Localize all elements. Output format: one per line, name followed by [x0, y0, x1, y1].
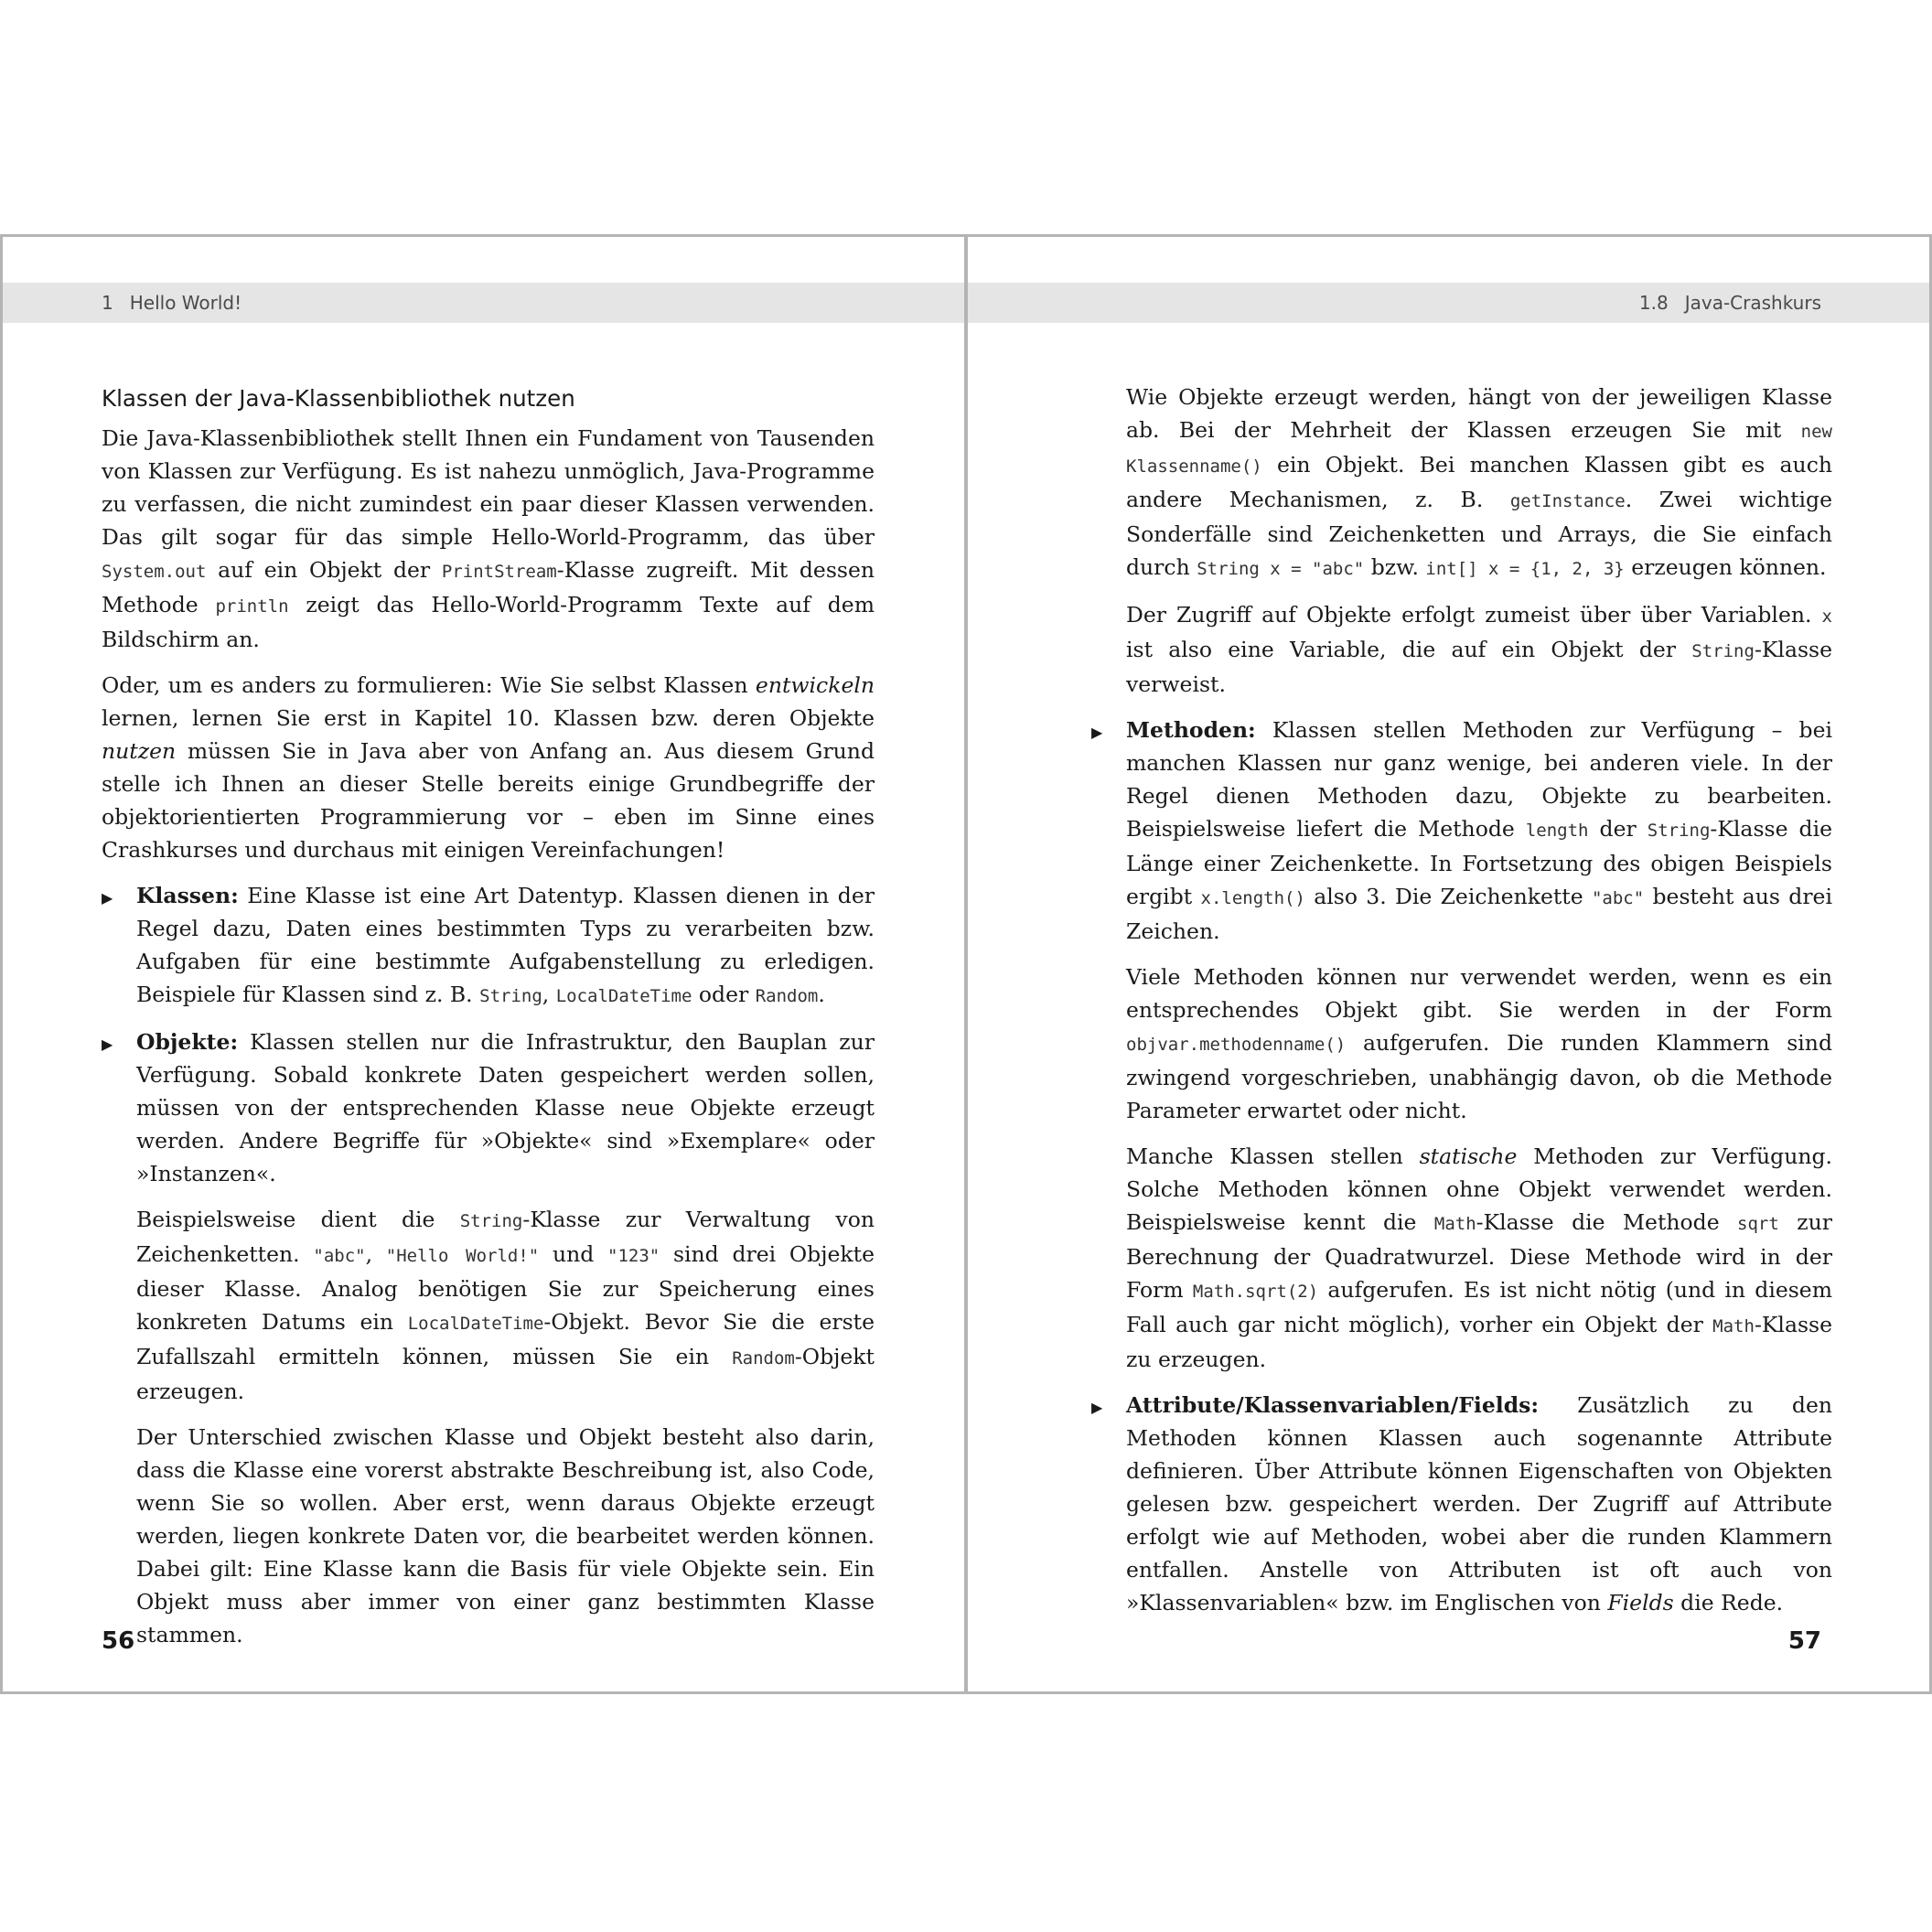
- bullet-item-attribute: [1091, 1389, 1832, 1619]
- term: Attribute/Klassenvariablen/Fields:: [1126, 1392, 1540, 1418]
- inline-code: PrintStream: [441, 562, 557, 582]
- book-spread: [0, 234, 1932, 1698]
- section-heading: Klassen der Java-Klassenbibliothek nutzen: [102, 385, 575, 412]
- bullet-item-klassen: [102, 879, 875, 1013]
- bullet-icon: ▶: [1091, 1399, 1103, 1416]
- bullet-text: Attribute/Klassenvariablen/Fields: Zusätzlich zu den Methoden können Klassen auch sogenannte Attribute definieren. Über Attribute können Eigenschaften von Objekten gelesen bzw. gespeichert werden. Der Zugriff auf Attribute erfolgt wie auf Methoden, wobei aber die runden Klammern entfallen. Anstelle von Attributen ist oft auch von »Klassenvariablen« bzw. im Englischen von Fields die Rede.: [1126, 1392, 1832, 1615]
- section-number: 1.8: [1638, 292, 1669, 314]
- page-body-right: [1091, 381, 1832, 1632]
- inline-code: String: [479, 986, 542, 1006]
- page-number: 56: [102, 1627, 135, 1655]
- inline-code: "Hello World!": [385, 1246, 540, 1266]
- bullet-text: Klassen: Eine Klasse ist eine Art Datentyp. Klassen dienen in der Regel dazu, Daten eines bestimmten Typs zu verarbeiten bzw. Aufgaben für eine bestimmte Aufgabenstellung zu erledigen. Beispiele für Klassen sind z. B. String, LocalDateTime oder Random.: [136, 883, 875, 1007]
- running-header-text: [1639, 283, 1821, 323]
- inline-code: Math.sqrt(2): [1192, 1282, 1319, 1302]
- page-body: [102, 383, 875, 1664]
- inline-code: Random: [732, 1348, 795, 1368]
- bullet-subparagraph: Wie Objekte erzeugt werden, hängt von der jeweiligen Klasse ab. Bei der Mehrheit der Klassen erzeugen Sie mit new Klassenname() ein Objekt. Bei manchen Klassen gibt es auch andere Mechanismen, z. B. getInstance. Zwei wichtige Sonderfälle sind Zeichenketten und Arrays, die Sie einfach durch String x = "abc" bzw. int[] x = {1, 2, 3} erzeugen können.: [1126, 384, 1832, 580]
- running-header: [968, 283, 1929, 323]
- chapter-number: 1: [102, 292, 113, 314]
- inline-code: int[] x = {1, 2, 3}: [1425, 559, 1625, 579]
- emphasis: entwickeln: [755, 672, 875, 698]
- inline-code: "abc": [313, 1246, 366, 1266]
- bullet-subparagraph: Beispielsweise dient die String-Klasse zur Verwaltung von Zeichenketten. "abc", "Hello World!" und "123" sind drei Objekte dieser Klasse. Analog benötigen Sie zur Speicherung eines konkreten Datums ein LocalDateTime-Objekt. Bevor Sie die erste Zufallszahl ermitteln können, müssen Sie ein Random-Objekt erzeugen.: [136, 1207, 875, 1404]
- inline-code: Math: [1433, 1214, 1476, 1234]
- bullet-item-objekte-continued: [1126, 381, 1832, 701]
- inline-code: objvar.methodenname(): [1126, 1035, 1347, 1055]
- inline-code: String: [1691, 641, 1755, 661]
- bullet-item-methoden: [1091, 714, 1832, 1376]
- inline-code: System.out: [102, 562, 207, 582]
- inline-code: Random: [755, 986, 819, 1006]
- inline-code: Math: [1712, 1316, 1755, 1336]
- bullet-icon: ▶: [1091, 724, 1103, 741]
- bullet-subparagraph: Der Unterschied zwischen Klasse und Objekt besteht also darin, dass die Klasse eine vorerst abstrakte Beschreibung ist, also Code, wenn Sie so wollen. Aber erst, wenn daraus Objekte erzeugt werden, liegen konkrete Daten vor, die bearbeitet werden können. Dabei gilt: Eine Klasse kann die Basis für viele Objekte sein. Ein Objekt muss aber immer von einer ganz bestimmten Klasse stammen.: [136, 1424, 875, 1648]
- bullet-subparagraph: Viele Methoden können nur verwendet werden, wenn es ein entsprechendes Objekt gibt. Sie werden in der Form objvar.methodenname() aufgerufen. Die runden Klammern sind zwingend vorgeschrieben, unabhängig davon, ob die Methode Parameter erwartet oder nicht.: [1126, 964, 1832, 1123]
- inline-code: "abc": [1591, 888, 1645, 908]
- running-header: [3, 283, 964, 323]
- inline-code: x: [1821, 606, 1832, 627]
- inline-code: String: [1647, 821, 1711, 841]
- bullet-icon: ▶: [102, 889, 113, 907]
- inline-code: LocalDateTime: [555, 986, 692, 1006]
- page-number: 57: [1787, 1627, 1821, 1655]
- inline-code: getInstance: [1509, 491, 1626, 511]
- inline-code: x.length(): [1200, 888, 1305, 908]
- term: Methoden:: [1126, 717, 1256, 743]
- emphasis: statische: [1419, 1143, 1518, 1169]
- running-header-text: [102, 283, 242, 323]
- paragraph: Oder, um es anders zu formulieren: Wie Sie selbst Klassen entwickeln lernen, lernen Sie erst in Kapitel 10. Klassen bzw. deren Objekte nutzen müssen Sie in Java aber von Anfang an. Aus diesem Grund stelle ich Ihnen an dieser Stelle bereits einige Grundbegriffe der objektorientierten Programmierung vor – eben im Sinne eines Crashkurses und durchaus mit einigen Vereinfachungen!: [102, 672, 875, 863]
- chapter-title: Hello World!: [129, 292, 242, 314]
- bullet-text: Methoden: Klassen stellen Methoden zur Verfügung – bei manchen Klassen nur ganz wenige, bei anderen viele. In der Regel dienen Methoden dazu, Objekte zu bearbeiten. Beispielsweise liefert die Methode length der String-Klasse die Länge einer Zeichenkette. In Fortsetzung des obigen Beispiels ergibt x.length() also 3. Die Zeichenkette "abc" besteht aus drei Zeichen.: [1126, 717, 1832, 944]
- section-title: Java-Crashkurs: [1684, 292, 1821, 314]
- inline-code: length: [1525, 821, 1589, 841]
- bullet-subparagraph: Manche Klassen stellen statische Methoden zur Verfügung. Solche Methoden können ohne Objekt verwendet werden. Beispielsweise kennt die Math-Klasse die Methode sqrt zur Berechnung der Quadratwurzel. Diese Methode wird in der Form Math.sqrt(2) aufgerufen. Es ist nicht nötig (und in diesem Fall auch gar nicht möglich), vorher ein Objekt der Math-Klasse zu erzeugen.: [1126, 1143, 1832, 1372]
- inline-code: println: [215, 596, 289, 617]
- inline-code: String x = "abc": [1197, 559, 1365, 579]
- bullet-text: Objekte: Klassen stellen nur die Infrastruktur, den Bauplan zur Verfügung. Sobald konkrete Daten gespeichert werden sollen, müssen von der entsprechenden Klasse neue Objekte erzeugt werden. Andere Begriffe für »Objekte« sind »Exemplare« oder »Instanzen«.: [136, 1029, 875, 1186]
- term: Objekte:: [136, 1029, 239, 1055]
- bullet-icon: ▶: [102, 1036, 113, 1053]
- inline-code: "123": [607, 1246, 660, 1266]
- term: Klassen:: [136, 883, 239, 908]
- inline-code: String: [459, 1211, 523, 1231]
- paragraph: Die Java-Klassenbibliothek stellt Ihnen ein Fundament von Tausenden von Klassen zur Verfügung. Es ist nahezu unmöglich, Java-Programme zu verfassen, die nicht zumindest ein paar dieser Klassen verwenden. Das gilt sogar für das simple Hello-World-Programm, das über System.out auf ein Objekt der PrintStream-Klasse zugreift. Mit dessen Methode println zeigt das Hello-World-Programm Texte auf dem Bildschirm an.: [102, 425, 875, 652]
- inline-code: sqrt: [1737, 1214, 1779, 1234]
- inline-code: LocalDateTime: [407, 1314, 544, 1334]
- left-page: [0, 234, 967, 1694]
- emphasis: nutzen: [102, 738, 177, 764]
- bullet-subparagraph: Der Zugriff auf Objekte erfolgt zumeist über über Variablen. x ist also eine Variable, die auf ein Objekt der String-Klasse verweist.: [1126, 602, 1832, 697]
- emphasis: Fields: [1607, 1590, 1674, 1615]
- inline-code: new Klassenname(): [1126, 422, 1832, 477]
